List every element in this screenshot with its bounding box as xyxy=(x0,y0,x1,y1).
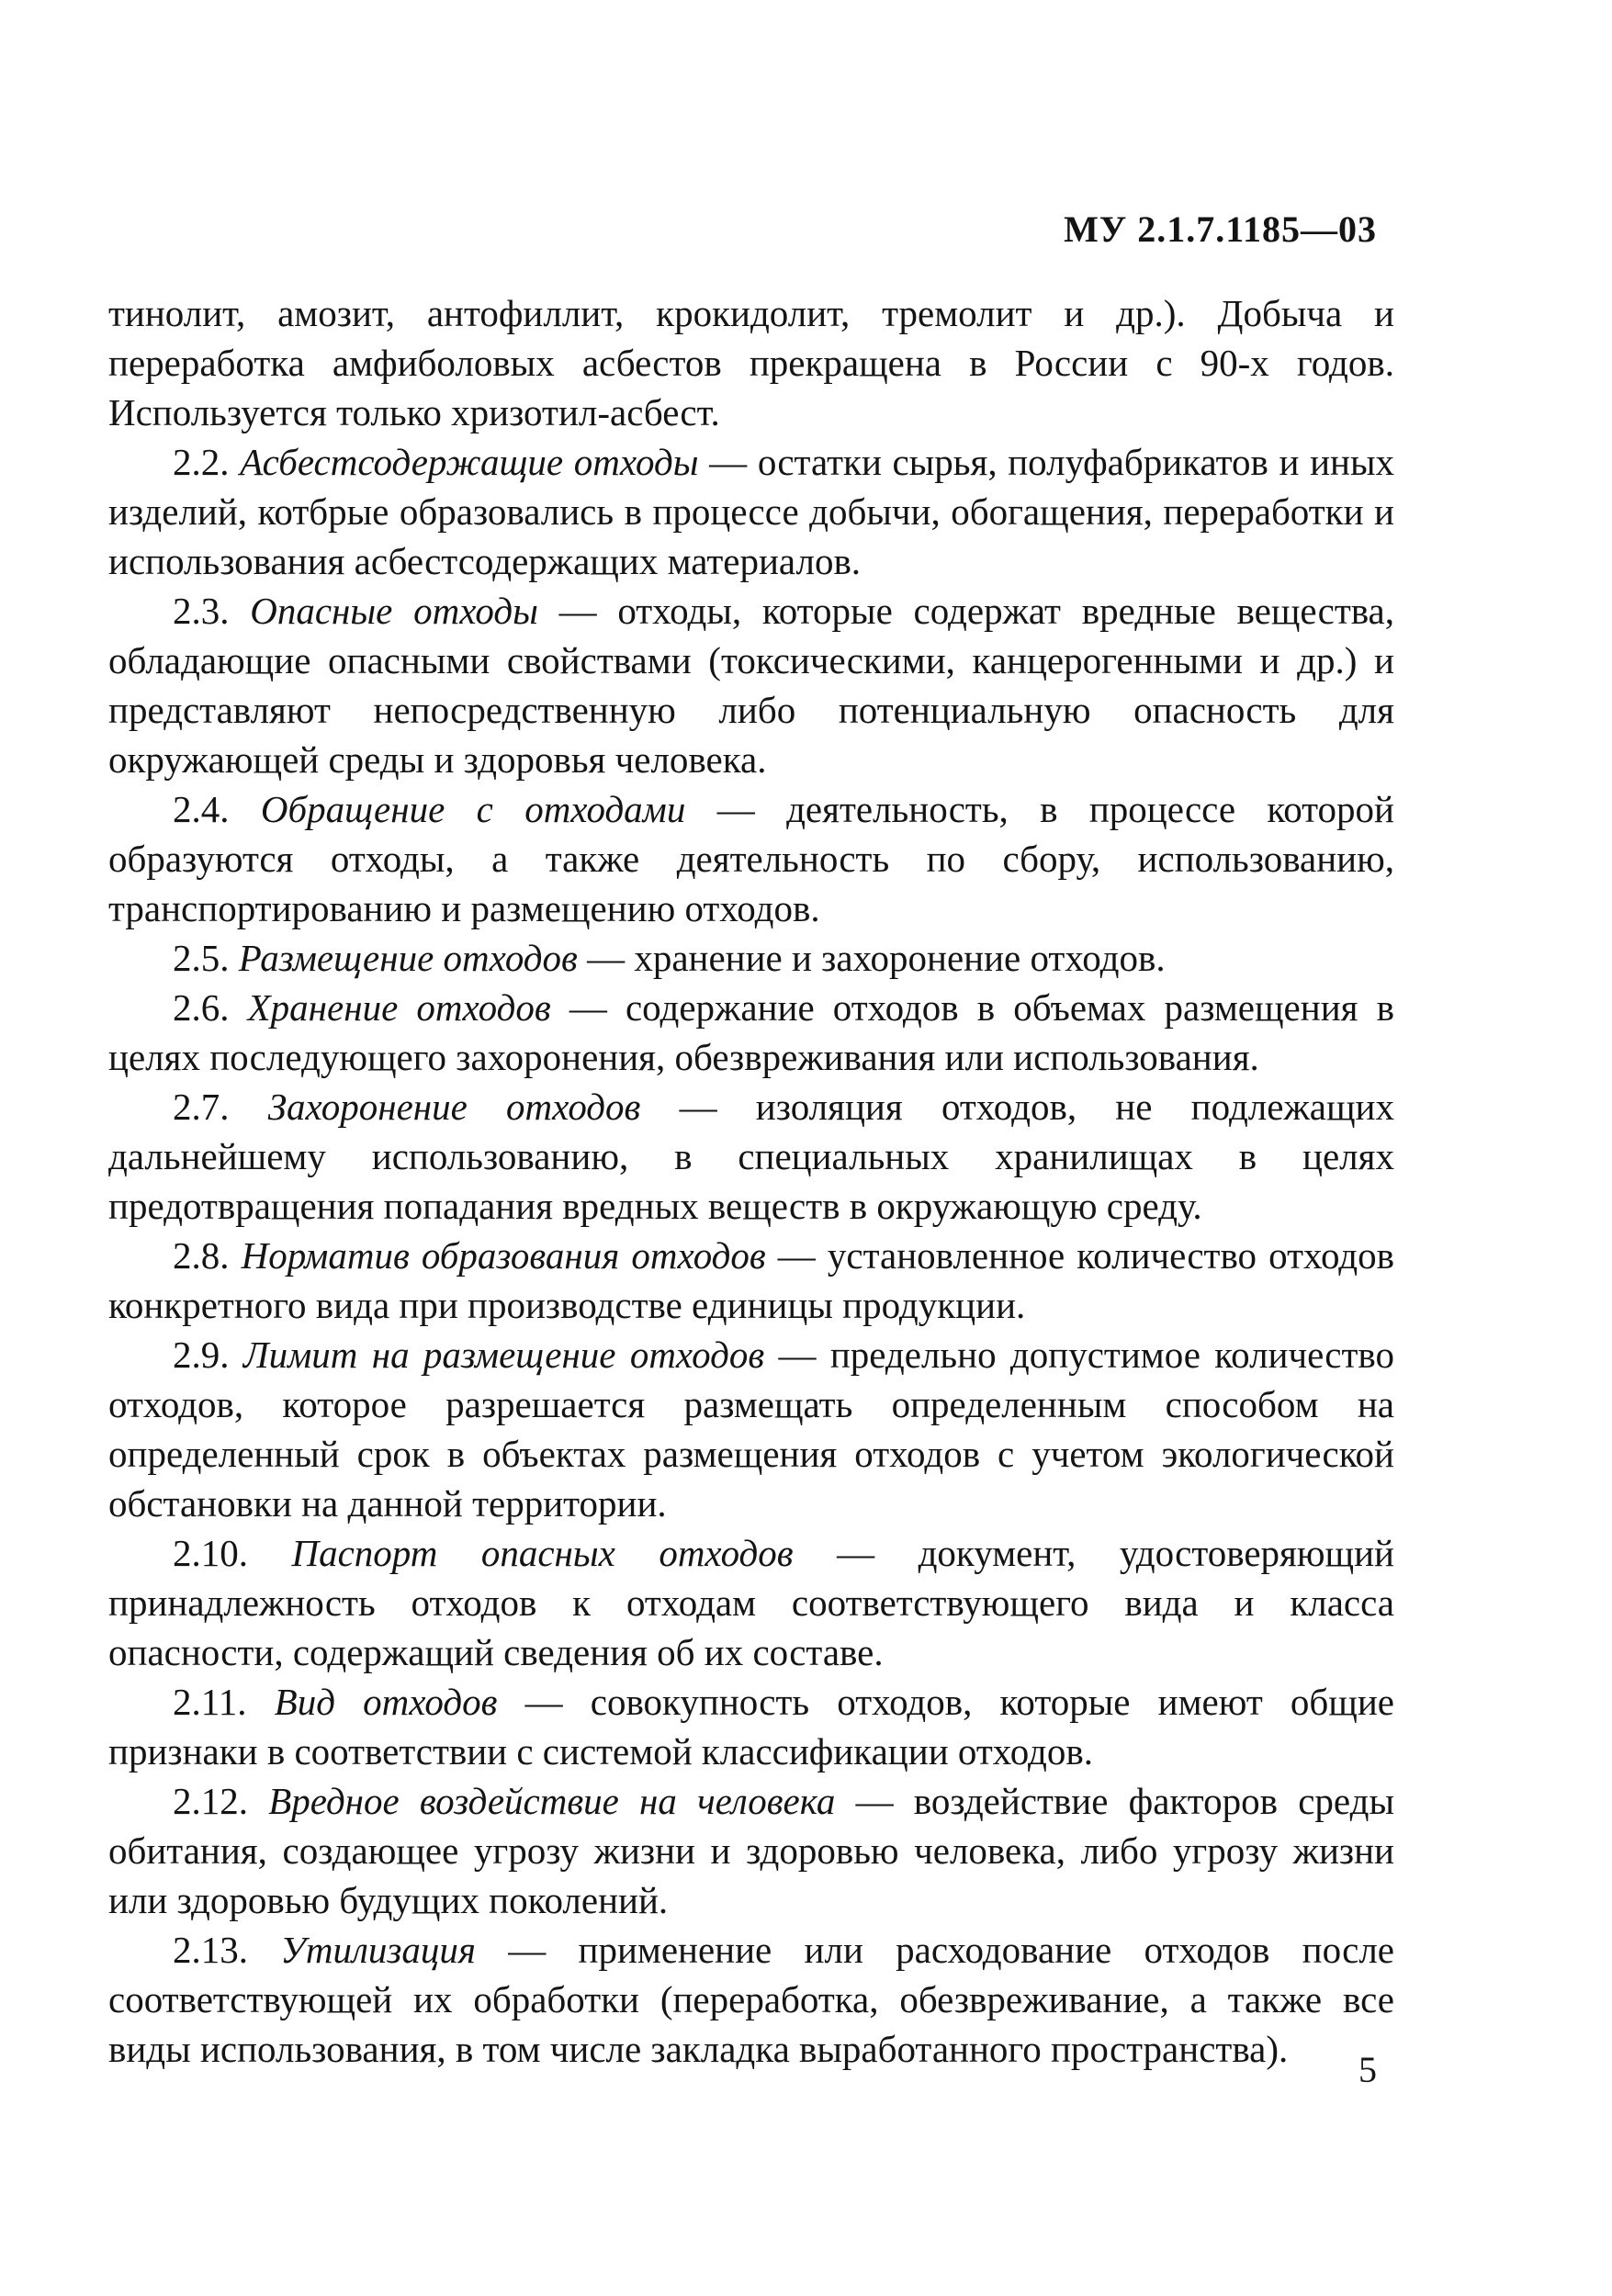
definition-2-10 xyxy=(108,1528,1394,1677)
term: Утилизация xyxy=(280,1929,476,1971)
definition-text: — изоляция отходов, не подлежащих дальнейшему использованию, в специальных хранилищах в целях предотвращения попадания вредных веществ в окружающую среду. xyxy=(108,1086,1394,1227)
intro-paragraph: тинолит, амозит, антофиллит, крокидолит, тремолит и др.). Добыча и переработка амфиболовых асбестов прекращена в России с 90-х годов. Используется только хризотил-асбест. xyxy=(108,292,1394,433)
term: Вид отходов xyxy=(274,1681,498,1723)
definition-2-9 xyxy=(108,1330,1394,1528)
item-number: 2.7. xyxy=(173,1086,230,1128)
definition-2-6 xyxy=(108,983,1394,1082)
definition-text: — предельно допустимое количество отходов, которое разрешается размещать определенным способом на определенный срок в объектах размещения отходов с учетом экологической обстановки на данной территории. xyxy=(108,1334,1395,1525)
item-number: 2.10. xyxy=(173,1532,248,1574)
definition-2-12 xyxy=(108,1776,1394,1925)
item-number: 2.8. xyxy=(173,1234,230,1277)
term: Захоронение отходов xyxy=(267,1086,641,1128)
definition-text: — воздействие факторов среды обитания, создающее угрозу жизни и здоровью человека, либо угрозу жизни или здоровью будущих поколений. xyxy=(108,1780,1394,1921)
term: Обращение с отходами xyxy=(260,788,686,830)
definition-text: — совокупность отходов, которые имеют общие признаки в соответствии с системой классификации отходов. xyxy=(108,1681,1394,1773)
definition-text: — документ, удостоверяющий принадлежность отходов к отходам соответствующего вида и класса опасности, содержащий сведения об их составе. xyxy=(108,1532,1394,1673)
definition-text: — содержание отходов в объемах размещения в целях последующего захоронения, обезвреживания или использования. xyxy=(108,986,1394,1078)
term: Асбестсодержащие отходы xyxy=(240,441,699,483)
item-number: 2.2. xyxy=(173,441,230,483)
definition-2-5 xyxy=(108,933,1394,983)
item-number: 2.11. xyxy=(173,1681,247,1723)
definition-text: — хранение и захоронение отходов. xyxy=(577,937,1166,979)
definition-text: — установленное количество отходов конкретного вида при производстве единицы продукции. xyxy=(108,1234,1394,1326)
item-number: 2.3. xyxy=(173,590,230,632)
term: Опасные отходы xyxy=(250,590,538,632)
item-number: 2.12. xyxy=(173,1780,248,1822)
item-number: 2.6. xyxy=(173,986,230,1029)
term: Паспорт опасных отходов xyxy=(291,1532,794,1574)
item-number: 2.9. xyxy=(173,1334,230,1376)
term: Норматив образования отходов xyxy=(241,1234,766,1277)
term: Размещение отходов xyxy=(238,937,578,979)
term: Хранение отходов xyxy=(247,986,551,1029)
definition-2-13 xyxy=(108,1925,1394,2074)
item-number: 2.5. xyxy=(173,937,230,979)
definition-2-2 xyxy=(108,437,1394,586)
term: Вредное воздействие на человека xyxy=(268,1780,836,1822)
definition-text: — применение или расходование отходов после соответствующей их обработки (переработка, обезвреживание, а также все виды использования, в том числе закладка выработанного пространства). xyxy=(108,1929,1394,2070)
definition-text: — отходы, которые содержат вредные вещества, обладающие опасными свойствами (токсическими, канцерогенными и др.) и представляют непосредственную либо потенциальную опасность для окружающей среды и здоровья человека. xyxy=(108,590,1395,781)
document-code: МУ 2.1.7.1185—03 xyxy=(1064,208,1377,250)
definition-text: — остатки сырья, полуфабрикатов и иных изделий, котбрые образовались в процессе добычи, обогащения, переработки и использования асбестсодержащих материалов. xyxy=(108,441,1394,582)
definition-2-3 xyxy=(108,586,1394,784)
term: Лимит на размещение отходов xyxy=(242,1334,765,1376)
definition-2-7 xyxy=(108,1082,1394,1231)
item-number: 2.4. xyxy=(173,788,230,830)
item-number: 2.13. xyxy=(173,1929,248,1971)
definition-text: — деятельность, в процессе которой образуются отходы, а также деятельность по сбору, использованию, транспортированию и размещению отходов. xyxy=(108,788,1395,929)
definition-2-11 xyxy=(108,1677,1394,1776)
page-number: 5 xyxy=(1358,2049,1377,2090)
definition-2-4 xyxy=(108,784,1394,933)
document-body xyxy=(108,288,1394,2074)
definition-2-8 xyxy=(108,1231,1394,1330)
